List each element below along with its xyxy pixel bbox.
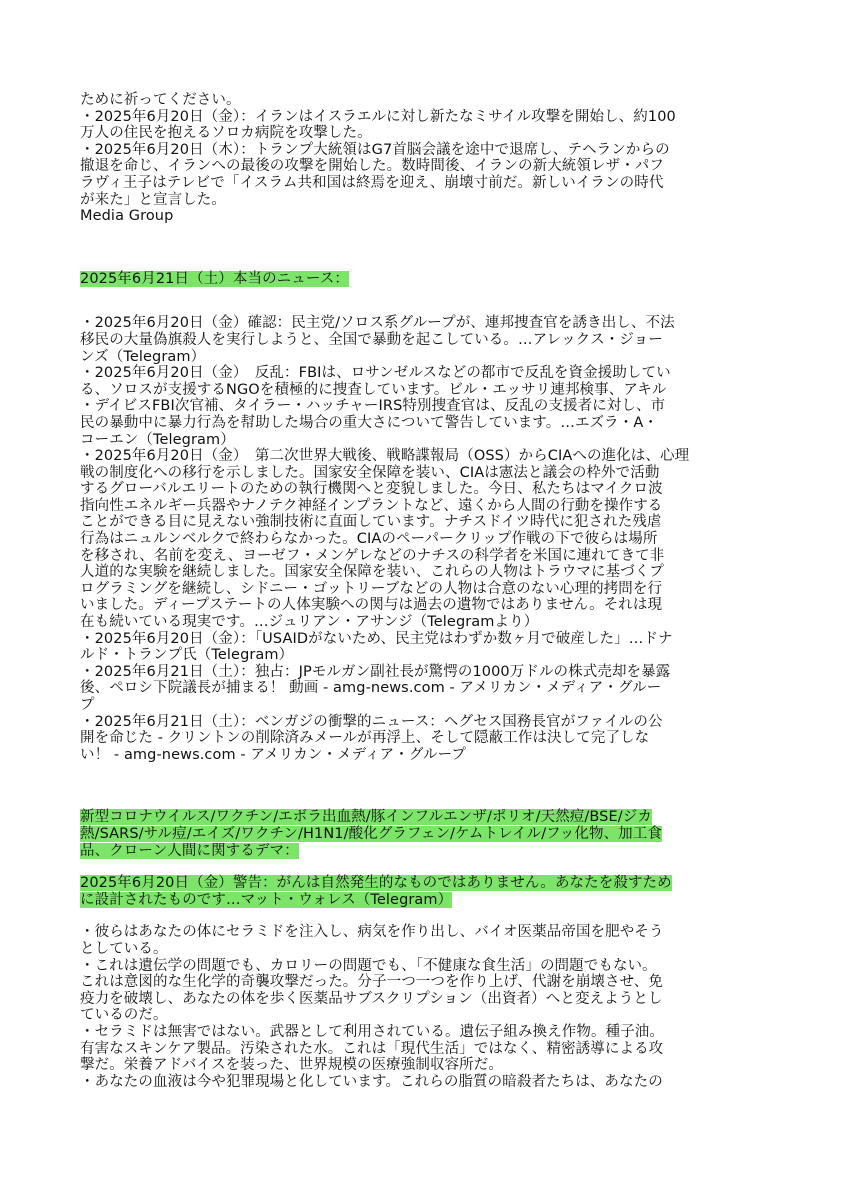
- text-line: プ: [80, 697, 95, 713]
- text-line: としている。: [80, 940, 168, 957]
- paragraph-block-1: [80, 92, 768, 225]
- text-line: 有害なスキンケア製品。汚染された水。これは「現代生活」ではなく、精密誘導による攻: [80, 1040, 664, 1057]
- text-line: ・2025年6月20日（金）：「USAIDがないため、民主党はわずか数ヶ月で破産した」…ドナ: [80, 630, 673, 647]
- text-line: を移され、名前を変え、ヨーゼフ・メンゲレなどのナチスの科学者を米国に連れてきて非: [80, 547, 665, 564]
- paragraph-block-3: [80, 924, 768, 1090]
- text-line: ラヴィ王子はテレビで「イスラム共和国は終焉を迎え、崩壊寸前だ。新しいイランの時代: [80, 174, 664, 191]
- text-line: 移民の大量偽旗殺人を実行しようと、全国で暴動を起こしている。…アレックス・ジョー: [80, 331, 663, 348]
- text-line: 万人の住民を抱えるソロカ病院を攻撃した。: [80, 125, 372, 142]
- section-heading-warning: [80, 875, 768, 908]
- text-line: コーエン（Telegram）: [80, 431, 235, 448]
- text-line: ために祈ってください。: [80, 92, 241, 108]
- text-line: いました。ディープステートの人体実験への関与は過去の遺物ではありません。それは現: [80, 597, 663, 614]
- text-line: 戦の制度化への移行を示しました。国家安全保障を装い、CIAは憲法と議会の枠外で活動: [80, 464, 660, 481]
- text-line: 民の暴動中に暴力行為を幇助した場合の重大さについて警告しています。…エズラ・A・: [80, 414, 658, 431]
- highlighted-heading-line: 新型コロナウイルス/ワクチン/エボラ出血熱/豚インフルエンザ/ポリオ/天然痘/BSE/ジカ: [80, 809, 652, 826]
- text-line: ・彼らはあなたの体にセラミドを注入し、病気を作り出し、バイオ医薬品帝国を肥やそう: [80, 924, 664, 941]
- text-line: い！ - amg-news.com - アメリカン・メディア・グループ: [80, 746, 467, 763]
- text-line: 在も続いている現実です。…ジュリアン・アサンジ（Telegramより）: [80, 614, 539, 631]
- highlighted-heading-line: 熱/SARS/サル痘/エイズ/ワクチン/H1N1/酸化グラフェン/ケムトレイル/フッ化物、加工食: [80, 825, 662, 842]
- text-line: Media Group: [80, 208, 174, 225]
- text-line: ・デイビスFBI次官補、タイラー・ハッチャーIRS特別捜査官は、反乱の支援者に対し、市: [80, 398, 666, 415]
- text-line: ・2025年6月20日（金）確認：民主党/ソロス系グループが、連邦捜査官を誘き出し、不法: [80, 315, 675, 332]
- text-line: ことができる目に見えない強制技術に直面しています。ナチスドイツ時代に犯された残虐: [80, 514, 662, 531]
- text-line: ・これは遺伝学の問題でも、カロリーの問題でも、「不健康な食生活」の問題でもない。: [80, 957, 657, 974]
- text-line: ・2025年6月21日（土）：ベンガジの衝撃的ニュース：ヘグセス国務長官がファイルの公: [80, 713, 663, 730]
- text-line: ンズ（Telegram）: [80, 348, 206, 365]
- highlighted-heading-line: に設計されたものです…マット・ウォレス（Telegram）: [80, 891, 453, 908]
- text-line: ・2025年6月20日（木）：トランプ大統領はG7首脳会議を途中で退席し、テヘランからの: [80, 141, 670, 158]
- text-line: ているのだ。: [80, 1007, 168, 1024]
- text-line: ・2025年6月20日（金） 第二次世界大戦後、戦略諜報局（OSS）からCIAへの進化は、心理: [80, 448, 690, 465]
- text-line: 人道的な実験を継続しました。国家安全保障を装い、これらの人物はトラウマに基づくプ: [80, 564, 664, 581]
- text-line: る、ソロスが支援するNGOを積極的に捜査しています。ビル・エッサリ連邦検事、アキル: [80, 381, 667, 398]
- text-line: 行為はニュルンベルクで終わらなかった。CIAのペーパークリップ作戦の下で彼らは場所: [80, 531, 658, 548]
- text-line: ・2025年6月20日（金） 反乱：FBIは、ロサンゼルスなどの都市で反乱を資金援助してい: [80, 365, 671, 382]
- text-line: ・あなたの血液は今や犯罪現場と化しています。これらの脂質の暗殺者たちは、あなたの: [80, 1073, 663, 1090]
- text-line: ログラミングを継続し、シドニー・ゴットリーブなどの人物は合意のない心理的拷問を行: [80, 580, 663, 597]
- text-line: 撤退を命じ、イランへの最後の攻撃を開始した。数時間後、イランの新大統領レザ・パフ: [80, 158, 664, 175]
- text-line: 指向性エネルギー兵器やナノテク神経インプラントなど、遠くから人間の行動を操作する: [80, 497, 663, 514]
- highlighted-heading-line: 品、クローン人間に関するデマ：: [80, 842, 299, 859]
- highlighted-heading: 2025年6月21日（土）本当のニュース：: [80, 270, 349, 287]
- section-heading-news: [80, 271, 768, 288]
- text-line: するグローバルエリートのための執行機関へと変貌しました。今日、私たちはマイクロ波: [80, 481, 663, 498]
- text-line: が来た」と宣言した。: [80, 191, 226, 208]
- paragraph-block-2: [80, 315, 768, 763]
- text-line: 開を命じた - クリントンの削除済みメールが再浮上、そして隠蔽工作は決して完了しな: [80, 730, 650, 747]
- text-line: ・2025年6月20日（金）：イランはイスラエルに対し新たなミサイル攻撃を開始し、約100: [80, 108, 676, 125]
- section-heading-hoax: [80, 809, 768, 859]
- text-line: ・2025年6月21日（土）：独占：JPモルガン副社長が驚愕の1000万ドルの株式売却を暴露: [80, 663, 671, 680]
- highlighted-heading-line: 2025年6月20日（金）警告：がんは自然発生的なものではありません。あなたを殺すため: [80, 875, 672, 892]
- text-line: 後、ペロシ下院議長が捕まる！ 動画 - amg-news.com - アメリカン・メディア・グルー: [80, 680, 662, 697]
- text-line: ルド・トランプ氏（Telegram）: [80, 647, 294, 664]
- text-line: ・セラミドは無害ではない。武器として利用されている。遺伝子組み換え作物。種子油。: [80, 1023, 664, 1040]
- text-line: 撃だ。栄養アドバイスを装った、世界規模の医療強制収容所だ。: [80, 1057, 503, 1074]
- document-page: [80, 92, 768, 1090]
- text-line: 疫力を破壊し、あなたの体を歩く医薬品サブスクリプション（出資者）へと変えようとし: [80, 990, 663, 1007]
- text-line: これは意図的な生化学的奇襲攻撃だった。分子一つ一つを作り上げ、代謝を崩壊させ、免: [80, 974, 663, 991]
